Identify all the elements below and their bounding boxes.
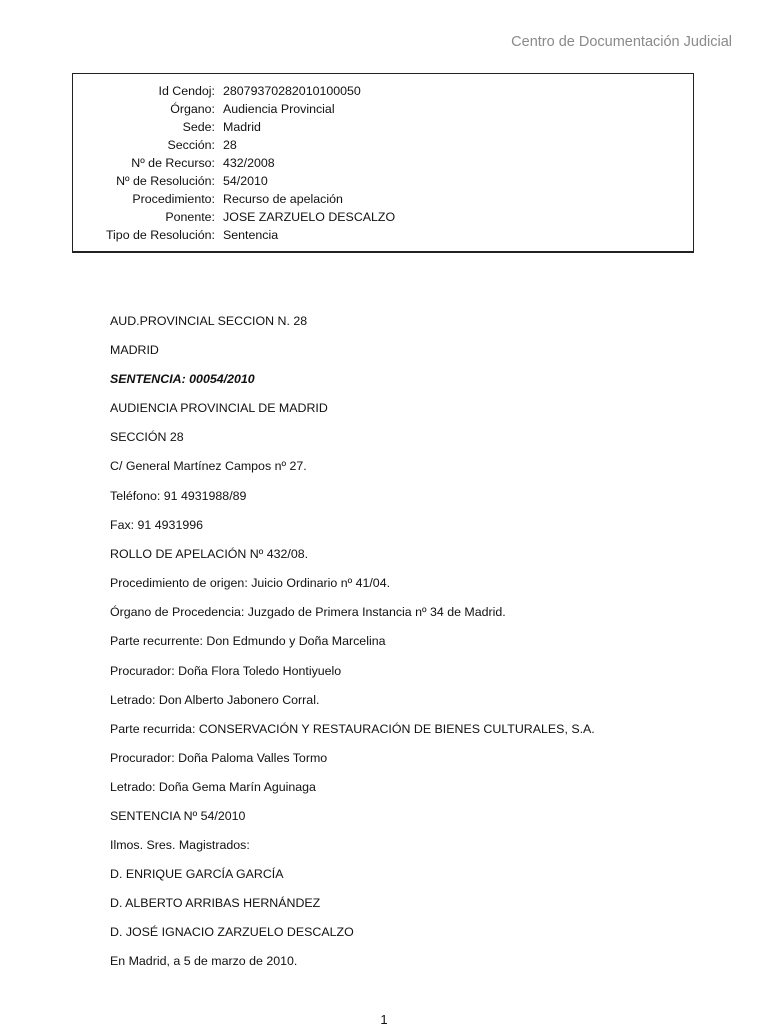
respondent-lawyer-line: Letrado: Doña Gema Marín Aguinaga	[110, 780, 316, 794]
metadata-label: Tipo de Resolución:	[105, 228, 215, 242]
phone-line: Teléfono: 91 4931988/89	[110, 489, 247, 503]
page-number: 1	[380, 1012, 388, 1027]
metadata-row-sede	[73, 118, 693, 136]
origin-court-line: Órgano de Procedencia: Juzgado de Primera Instancia nº 34 de Madrid.	[110, 605, 506, 619]
section-line: SECCIÓN 28	[110, 430, 184, 444]
court-section-line: AUD.PROVINCIAL SECCION N. 28	[110, 314, 308, 328]
metadata-row-resolucion	[73, 172, 693, 190]
metadata-value: 28	[223, 138, 237, 152]
magistrate-line: D. ALBERTO ARRIBAS HERNÁNDEZ	[110, 896, 321, 910]
appellant-procurator-line: Procurador: Doña Flora Toledo Hontiyuelo	[110, 664, 342, 678]
metadata-label: Procedimiento:	[132, 192, 215, 206]
metadata-value: 28079370282010100050	[223, 84, 361, 98]
fax-line: Fax: 91 4931996	[110, 518, 204, 532]
magistrate-line: D. JOSÉ IGNACIO ZARZUELO DESCALZO	[110, 925, 354, 939]
appeal-roll-line: ROLLO DE APELACIÓN Nº 432/08.	[110, 547, 309, 561]
appellant-line: Parte recurrente: Don Edmundo y Doña Marcelina	[110, 634, 386, 648]
metadata-label: Id Cendoj:	[158, 84, 215, 98]
metadata-value: JOSE ZARZUELO DESCALZO	[223, 210, 396, 224]
metadata-label: Órgano:	[170, 102, 215, 116]
metadata-value: Sentencia	[223, 228, 279, 242]
city-line: MADRID	[110, 343, 159, 357]
metadata-row-organo	[73, 100, 693, 118]
metadata-box	[72, 73, 694, 253]
metadata-label: Sede:	[182, 120, 215, 134]
metadata-value: 54/2010	[223, 174, 268, 188]
metadata-label: Sección:	[167, 138, 215, 152]
magistrate-line: D. ENRIQUE GARCÍA GARCÍA	[110, 867, 284, 881]
metadata-row-recurso	[73, 154, 693, 172]
metadata-row-ponente	[73, 208, 693, 226]
metadata-label: Nº de Resolución:	[116, 174, 215, 188]
metadata-row-procedimiento	[73, 190, 693, 208]
metadata-value: Audiencia Provincial	[223, 102, 335, 116]
respondent-line: Parte recurrida: CONSERVACIÓN Y RESTAURACIÓN DE BIENES CULTURALES, S.A.	[110, 722, 595, 736]
magistrates-heading: Ilmos. Sres. Magistrados:	[110, 838, 250, 852]
metadata-value: 432/2008	[223, 156, 275, 170]
court-name-line: AUDIENCIA PROVINCIAL DE MADRID	[110, 401, 328, 415]
metadata-row-seccion	[73, 136, 693, 154]
date-place-line: En Madrid, a 5 de marzo de 2010.	[110, 954, 298, 968]
sentence-number-heading: SENTENCIA: 00054/2010	[110, 372, 255, 386]
metadata-value: Madrid	[223, 120, 261, 134]
document-header-title: Centro de Documentación Judicial	[511, 34, 732, 50]
sentence-number-line: SENTENCIA Nº 54/2010	[110, 809, 246, 823]
metadata-value: Recurso de apelación	[223, 192, 343, 206]
respondent-procurator-line: Procurador: Doña Paloma Valles Tormo	[110, 751, 328, 765]
metadata-label: Nº de Recurso:	[131, 156, 215, 170]
appellant-lawyer-line: Letrado: Don Alberto Jabonero Corral.	[110, 693, 320, 707]
metadata-row-id-cendoj	[73, 82, 693, 100]
metadata-row-tipo-resolucion	[73, 226, 693, 244]
origin-procedure-line: Procedimiento de origen: Juicio Ordinario nº 41/04.	[110, 576, 391, 590]
metadata-label: Ponente:	[165, 210, 215, 224]
address-line: C/ General Martínez Campos nº 27.	[110, 459, 307, 473]
